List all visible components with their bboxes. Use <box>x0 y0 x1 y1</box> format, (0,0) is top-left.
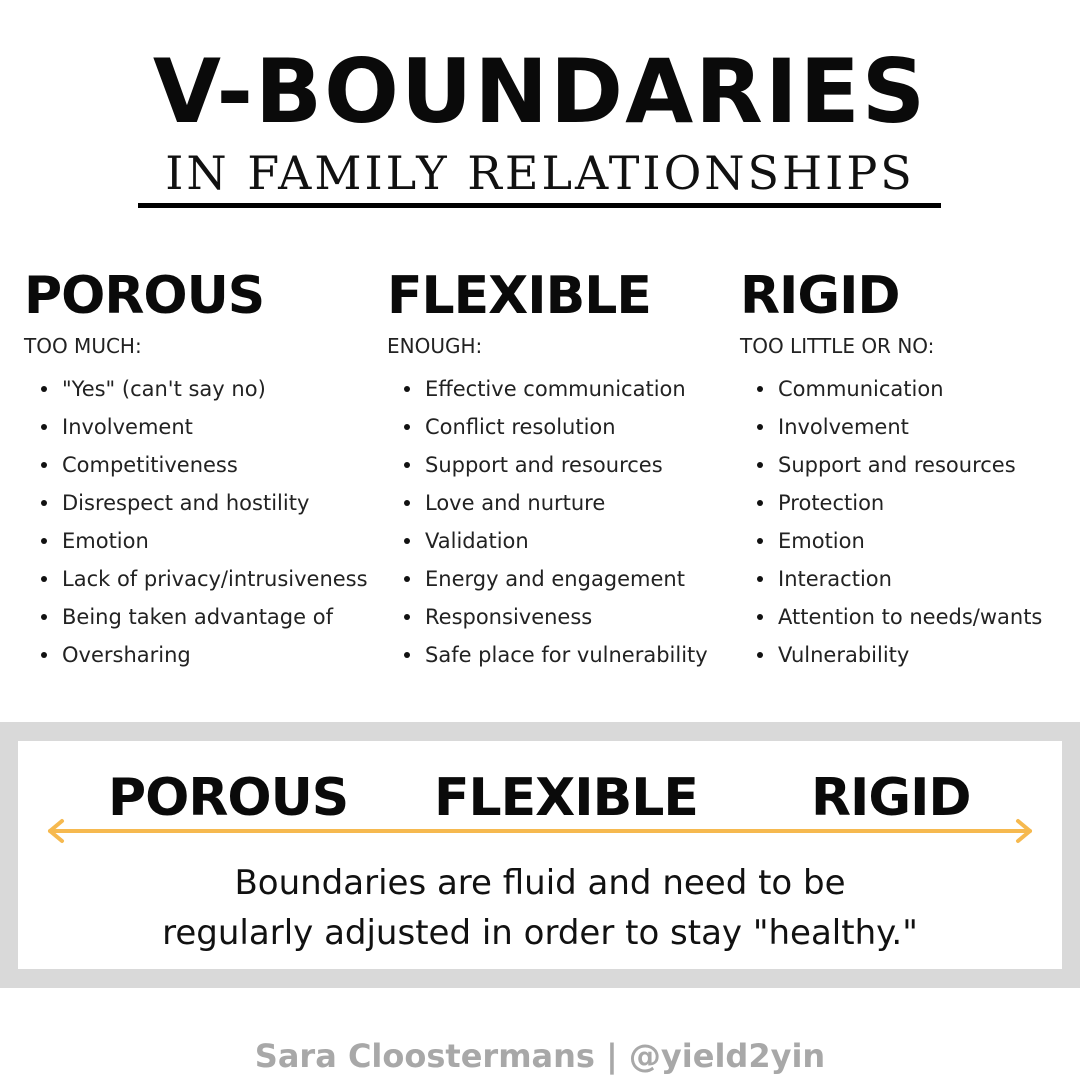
list-item: Responsiveness <box>387 598 708 636</box>
list-item: Attention to needs/wants <box>740 598 1042 636</box>
list-item: Support and resources <box>740 446 1042 484</box>
list-item: Communication <box>740 370 1042 408</box>
list-item: Emotion <box>24 522 368 560</box>
list-item: Protection <box>740 484 1042 522</box>
page-subtitle: IN FAMILY RELATIONSHIPS <box>165 146 915 200</box>
list-item: Disrespect and hostility <box>24 484 368 522</box>
list-item: Conflict resolution <box>387 408 708 446</box>
column-list <box>387 370 708 674</box>
list-item: Effective communication <box>387 370 708 408</box>
list-item: Love and nurture <box>387 484 708 522</box>
list-item: Energy and engagement <box>387 560 708 598</box>
scale-note <box>18 858 1062 958</box>
list-item: Competitiveness <box>24 446 368 484</box>
note-line: Boundaries are fluid and need to be <box>234 863 846 903</box>
page-title: V-BOUNDARIES <box>152 40 928 143</box>
list-item: Validation <box>387 522 708 560</box>
scale-label-porous: POROUS <box>108 768 349 828</box>
list-item: Interaction <box>740 560 1042 598</box>
list-item: Support and resources <box>387 446 708 484</box>
list-item: "Yes" (can't say no) <box>24 370 368 408</box>
column-label: ENOUGH: <box>387 334 483 358</box>
list-item: Vulnerability <box>740 636 1042 674</box>
column-label: TOO LITTLE OR NO: <box>740 334 935 358</box>
scale-label-rigid: RIGID <box>811 768 971 828</box>
double-arrow-icon <box>44 816 1036 846</box>
list-item: Involvement <box>24 408 368 446</box>
column-list <box>24 370 368 674</box>
list-item: Involvement <box>740 408 1042 446</box>
column-heading: RIGID <box>740 266 900 326</box>
column-rigid <box>740 268 1042 674</box>
title-underline <box>138 203 941 208</box>
column-list <box>740 370 1042 674</box>
column-heading: POROUS <box>24 266 265 326</box>
list-item: Being taken advantage of <box>24 598 368 636</box>
list-item: Safe place for vulnerability <box>387 636 708 674</box>
list-item: Emotion <box>740 522 1042 560</box>
column-label: TOO MUCH: <box>24 334 142 358</box>
list-item: Lack of privacy/intrusiveness <box>24 560 368 598</box>
list-item: Oversharing <box>24 636 368 674</box>
column-heading: FLEXIBLE <box>387 266 651 326</box>
column-flexible <box>387 268 708 674</box>
footer-credit: Sara Cloostermans | @yield2yin <box>254 1037 826 1075</box>
column-porous <box>24 268 368 674</box>
note-line: regularly adjusted in order to stay "healthy." <box>162 913 918 953</box>
scale-label-flexible: FLEXIBLE <box>434 768 698 828</box>
